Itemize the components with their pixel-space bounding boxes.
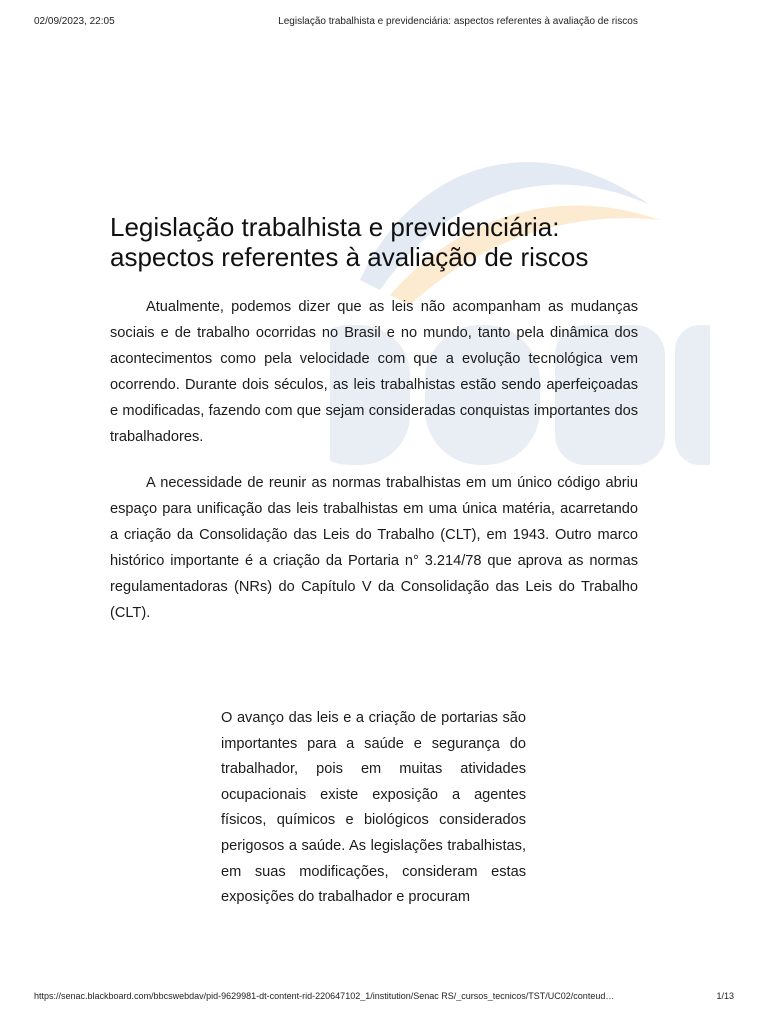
print-footer bbox=[34, 991, 734, 1005]
print-date: 02/09/2023, 22:05 bbox=[34, 16, 115, 27]
main-content bbox=[110, 212, 638, 626]
print-url: https://senac.blackboard.com/bbcswebdav/pid-9629981-dt-content-rid-220647102_1/institution/Senac RS/_cursos_tecnicos/TST/UC02/conteud… bbox=[34, 991, 615, 1001]
print-header bbox=[34, 16, 734, 30]
page-title: Legislação trabalhista e previdenciária: aspectos referentes à avaliação de riscos bbox=[110, 212, 589, 272]
page-indicator: 1/13 bbox=[716, 991, 734, 1001]
paragraph-2: A necessidade de reunir as normas trabalhistas em um único código abriu espaço para unificação das leis trabalhistas em uma única matéria, acarretando a criação da Consolidação das Leis do Trabalho (CLT), em 1943. Outro marco histórico importante é a criação da Portaria n° 3.214/78 que aprova as normas regulamentadoras (NRs) do Capítulo V da Consolidação das Leis do Trabalho (CLT). bbox=[110, 475, 638, 621]
paragraph-1: Atualmente, podemos dizer que as leis não acompanham as mudanças sociais e de trabalho ocorridas no Brasil e no mundo, tanto pela dinâmica dos acontecimentos como pela velocidade com que a evolução tecnológica vem ocorrendo. Durante dois séculos, as leis trabalhistas estão sendo aperfeiçoadas e modificadas, fazendo com que sejam consideradas conquistas importantes dos trabalhadores. bbox=[110, 299, 638, 445]
callout-text: O avanço das leis e a criação de portarias são importantes para a saúde e segurança do trabalhador, pois em muitas atividades ocupacionais existe exposição a agentes físicos, químicos e biológicos considerados perigosos a saúde. As legislações trabalhistas, em suas modificações, consideram estas exposições do trabalhador e procuram bbox=[221, 710, 526, 906]
print-document-title: Legislação trabalhista e previdenciária: aspectos referentes à avaliação de riscos bbox=[278, 16, 638, 27]
